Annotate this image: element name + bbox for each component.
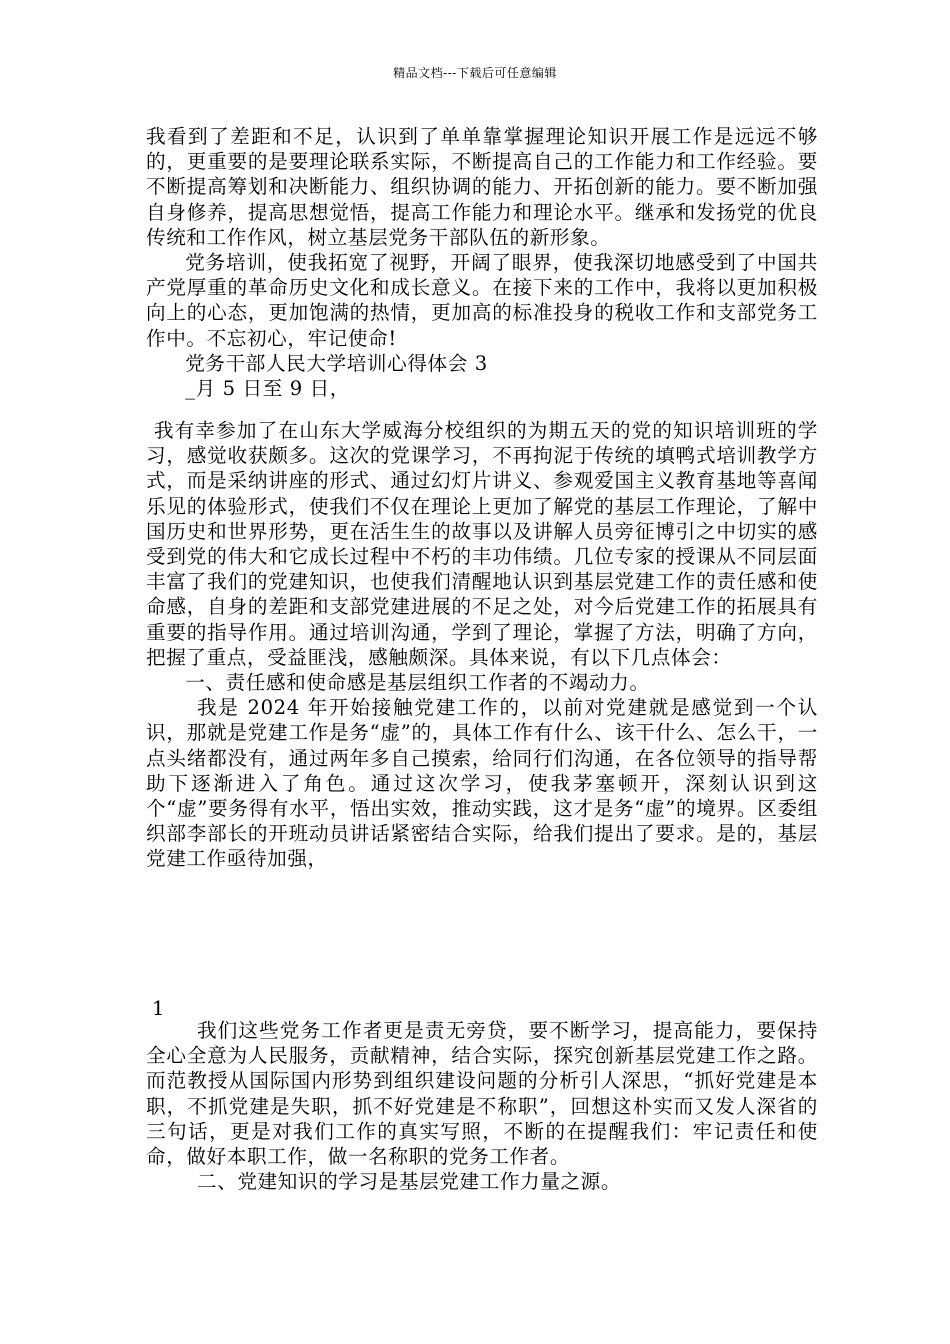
date-line: _月 5 日至 9 日， bbox=[185, 377, 350, 401]
section-title: 党务干部人民大学培训心得体会 3 bbox=[185, 351, 488, 375]
text-block-top bbox=[146, 124, 818, 401]
page-header: 精品文档---下载后可任意编辑 bbox=[393, 66, 557, 80]
section-heading: 二、党建知识的学习是基层党建工作力量之源。 bbox=[196, 1170, 622, 1194]
text-block-bottom bbox=[146, 1018, 818, 1194]
paragraph: 我们这些党务工作者更是责无旁贷，要不断学习，提高能力，要保持全心全意为人民服务，贡献精神，结合实际，探究创新基层党建工作之路。而范教授从国际国内形势到组织建设问题的分析引人深思，“抓好党建是本职，不抓党建是失职，抓不好党建是不称职”，回想这朴实而又发人深省的三句话，更是对我们工作的真实写照，不断的在提醒我们：牢记责任和使命，做好本职工作，做一名称职的党务工作者。 bbox=[146, 1019, 818, 1169]
page-number: 1 bbox=[152, 997, 165, 1020]
paragraph: 我是 2024 年开始接触党建工作的，以前对党建就是感觉到一个认识，那就是党建工作是务“虚”的，具体工作有什么、该干什么、怎么干，一点头绪都没有，通过两年多自己摸索，给同行们沟通，在各位领导的指导帮助下逐渐进入了角色。通过这次学习，使我茅塞顿开，深刻认识到这个“虚”要务得有水平，悟出实效，推动实践，这才是务“虚”的境界。区委组织部李部长的开班动员讲话紧密结合实际，给我们提出了要求。是的，基层党建工作亟待加强， bbox=[146, 696, 818, 871]
paragraph: 我有幸参加了在山东大学威海分校组织的为期五天的党的知识培训班的学习，感觉收获颇多。这次的党课学习，不再拘泥于传统的填鸭式培训教学方式，而是采纳讲座的形式、通过幻灯片讲义、参观爱国主义教育基地等喜闻乐见的体验形式，使我们不仅在理论上更加了解党的基层工作理论，了解中国历史和世界形势，更在活生生的故事以及讲解人员旁征博引之中切实的感受到党的伟大和它成长过程中不朽的丰功伟绩。几位专家的授课从不同层面丰富了我们的党建知识，也使我们清醒地认识到基层党建工作的责任感和使命感，自身的差距和支部党建进展的不足之处，对今后党建工作的拓展具有重要的指导作用。通过培训沟通，学到了理论，掌握了方法，明确了方向，把握了重点，受益匪浅，感触颇深。具体来说，有以下几点体会： bbox=[146, 419, 818, 669]
paragraph: 党务培训，使我拓宽了视野，开阔了眼界，使我深切地感受到了中国共产党厚重的革命历史文化和成长意义。在接下来的工作中，我将以更加积极向上的心态，更加饱满的热情，更加高的标准投身的税收工作和支部党务工作中。不忘初心，牢记使命! bbox=[146, 251, 818, 350]
paragraph: 我看到了差距和不足，认识到了单单靠掌握理论知识开展工作是远远不够的，更重要的是要理论联系实际，不断提高自己的工作能力和工作经验。要不断提高筹划和决断能力、组织协调的能力、开拓创新的能力。要不断加强自身修养，提高思想觉悟，提高工作能力和理论水平。继承和发扬党的优良传统和工作作风，树立基层党务干部队伍的新形象。 bbox=[146, 125, 818, 249]
section-heading: 一、责任感和使命感是基层组织工作者的不竭动力。 bbox=[185, 671, 650, 695]
text-block-middle bbox=[146, 418, 818, 872]
